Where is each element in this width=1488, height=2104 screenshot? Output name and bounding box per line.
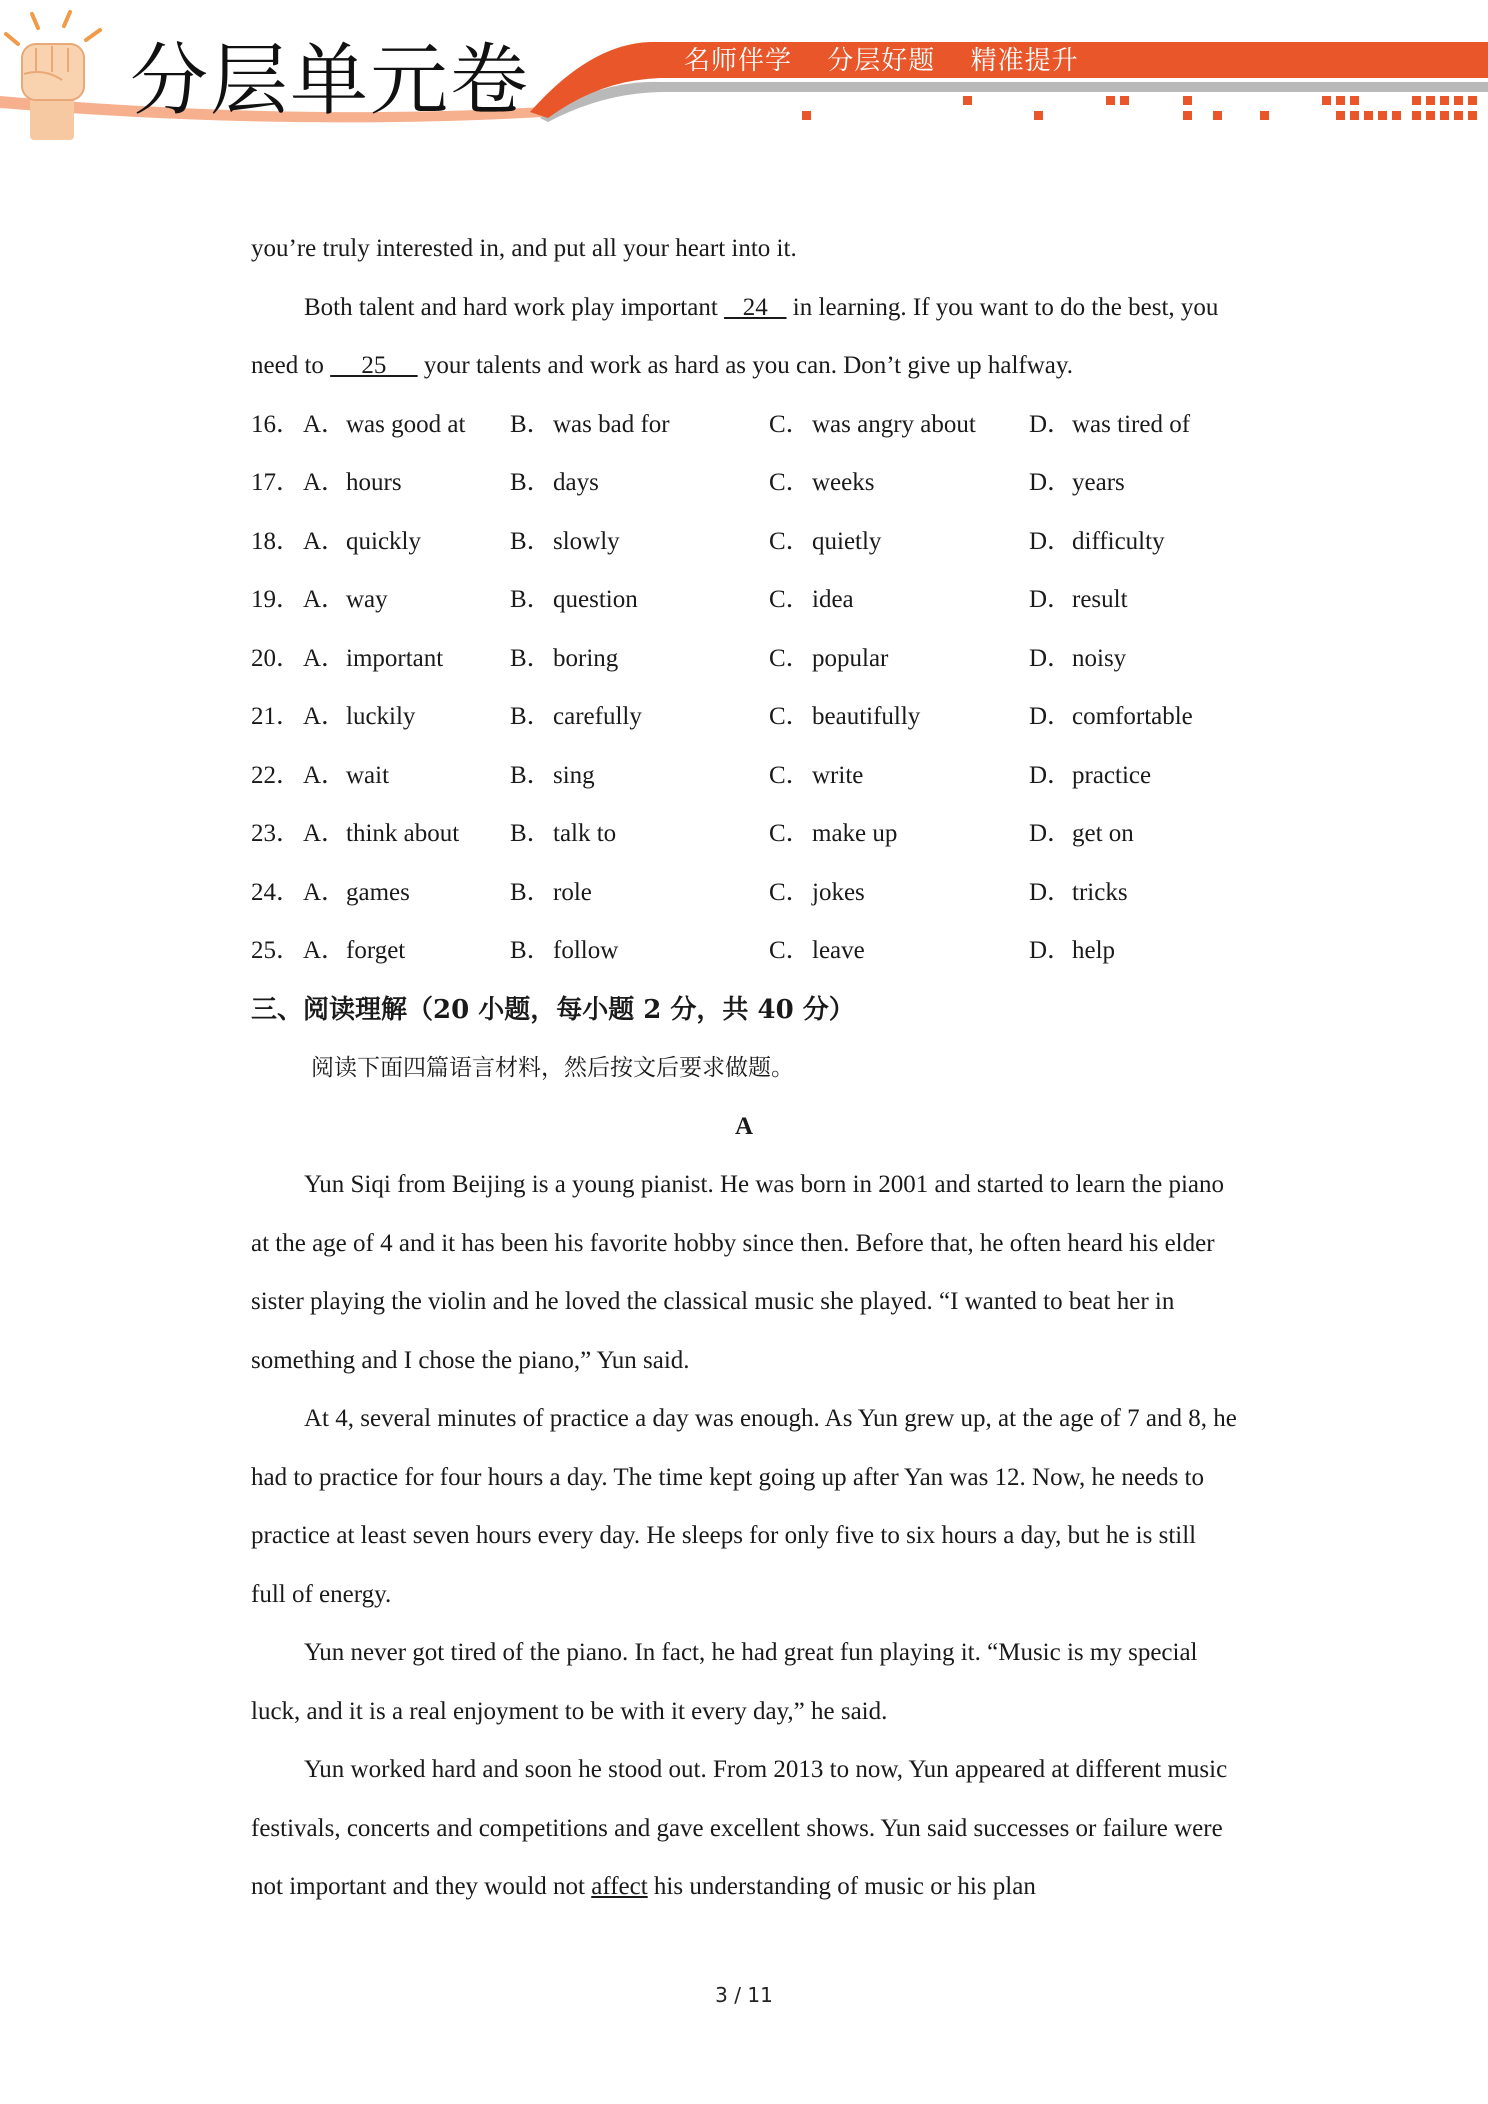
option-a[interactable]: A． quickly [303,527,421,555]
option-a[interactable]: A． was good at [303,410,466,438]
option-d[interactable]: D． difficulty [1029,527,1165,555]
option-b[interactable]: B． sing [510,761,595,789]
logo-title: 分层单元卷 [130,36,531,126]
passage-paragraph: Yun worked hard and soon he stood out. From 2013 to now, Yun appeared at different music festivals, concerts and competitions and gave excellent shows. Yun said successes or failure were not important and they would not affect his understanding of music or his plan [251,1756,1228,1900]
option-a[interactable]: A． hours [303,469,402,496]
option-d[interactable]: D． get on [1029,820,1134,847]
cloze-blank-25: 25 [330,352,418,379]
slogan-item: 分层好题 [827,46,936,76]
header-slogan [684,40,1105,77]
question-row [251,630,1237,689]
option-c[interactable]: C． make up [769,820,898,847]
option-c[interactable]: C． was angry about [769,410,976,438]
slogan-item: 精准提升 [970,46,1079,76]
option-a[interactable]: A． think about [303,820,460,847]
question-number: 25． [251,937,302,964]
section-title: 三、阅读理解（20 小题，每小题 2 分，共 40 分） [251,994,855,1025]
passage-paragraph: At 4, several minutes of practice a day was enough. As Yun grew up, at the age of 7 and 8, he had to practice for four hours a day. The time kept going up after Yan was 12. Now, he needs to practice at least seven hours every day. He sleeps for only five to six hours a day, but he is still full of energy. [251,1405,1237,1608]
option-b[interactable]: B． question [510,586,638,613]
question-row [251,805,1237,864]
option-d[interactable]: D． tricks [1029,878,1128,906]
option-c[interactable]: C． popular [769,644,889,672]
option-a[interactable]: A． luckily [303,703,416,730]
option-b[interactable]: B． role [510,878,592,906]
question-number: 17． [251,469,302,496]
option-d[interactable]: D． years [1029,469,1125,496]
passage-paragraph: Yun never got tired of the piano. In fact, he had great fun playing it. “Music is my special luck, and it is a real enjoyment to be with it every day,” he said. [251,1639,1198,1725]
option-d[interactable]: D． was tired of [1029,410,1191,438]
section-instruction: 阅读下面四篇语言材料，然后按文后要求做题。 [311,1055,794,1081]
option-c[interactable]: C． quietly [769,527,882,555]
option-a[interactable]: A． way [303,586,388,613]
question-number: 24． [251,878,302,906]
option-b[interactable]: B． follow [510,937,619,964]
question-row [251,513,1237,572]
question-row [251,688,1237,747]
passage-label: A [734,1112,754,1140]
option-a[interactable]: A． important [303,644,444,672]
option-c[interactable]: C． weeks [769,469,875,496]
option-a[interactable]: A． forget [303,937,406,964]
page-number: 3 / 11 [715,1983,773,2007]
passage-paragraph: Yun Siqi from Beijing is a young pianist. He was born in 2001 and started to learn the piano at the age of 4 and it has been his favorite hobby since then. Before that, he often heard his elder sister playing the violin and he loved the classical music she played. “I wanted to beat her in something and I chose the piano,” Yun said. [251,1171,1224,1374]
question-row [251,922,1237,981]
question-list [251,396,1237,981]
option-c[interactable]: C． jokes [769,878,865,906]
option-b[interactable]: B． carefully [510,703,642,730]
option-c[interactable]: C． idea [769,586,854,613]
option-d[interactable]: D． help [1029,937,1116,964]
cloze-blank-24: 24 [724,293,787,321]
option-d[interactable]: D． noisy [1029,644,1127,672]
option-b[interactable]: B． boring [510,644,619,672]
option-b[interactable]: B． days [510,469,599,496]
page-header [0,0,1488,150]
passage-continuation: you’re truly interested in, and put all your heart into it. [251,235,797,262]
option-c[interactable]: C． write [769,761,864,789]
question-row [251,571,1237,630]
question-number: 22． [251,761,302,789]
question-number: 16． [251,410,302,438]
question-row [251,747,1237,806]
page-content [251,220,1237,1917]
question-row [251,396,1237,455]
question-number: 18． [251,527,302,555]
raised-fist-icon [0,0,120,150]
option-d[interactable]: D． comfortable [1029,703,1193,730]
option-c[interactable]: C． beautifully [769,703,921,730]
underlined-word: affect [591,1873,648,1900]
option-a[interactable]: A． games [303,878,410,906]
option-d[interactable]: D． practice [1029,761,1152,789]
option-d[interactable]: D． result [1029,586,1128,613]
passage-paragraph: Both talent and hard work play important 24 in learning. If you want to do the best, you need to 25 your talents and work as hard as you can. Don’t give up halfway. [251,293,1219,379]
question-row [251,864,1237,923]
option-b[interactable]: B． slowly [510,527,620,555]
question-row [251,454,1237,513]
question-number: 23． [251,820,302,847]
option-a[interactable]: A． wait [303,761,390,789]
slogan-item: 名师伴学 [684,46,793,76]
question-number: 20． [251,644,302,672]
option-b[interactable]: B． talk to [510,820,617,847]
option-c[interactable]: C． leave [769,937,865,964]
option-b[interactable]: B． was bad for [510,410,670,438]
question-number: 21． [251,703,302,730]
question-number: 19． [251,586,302,613]
